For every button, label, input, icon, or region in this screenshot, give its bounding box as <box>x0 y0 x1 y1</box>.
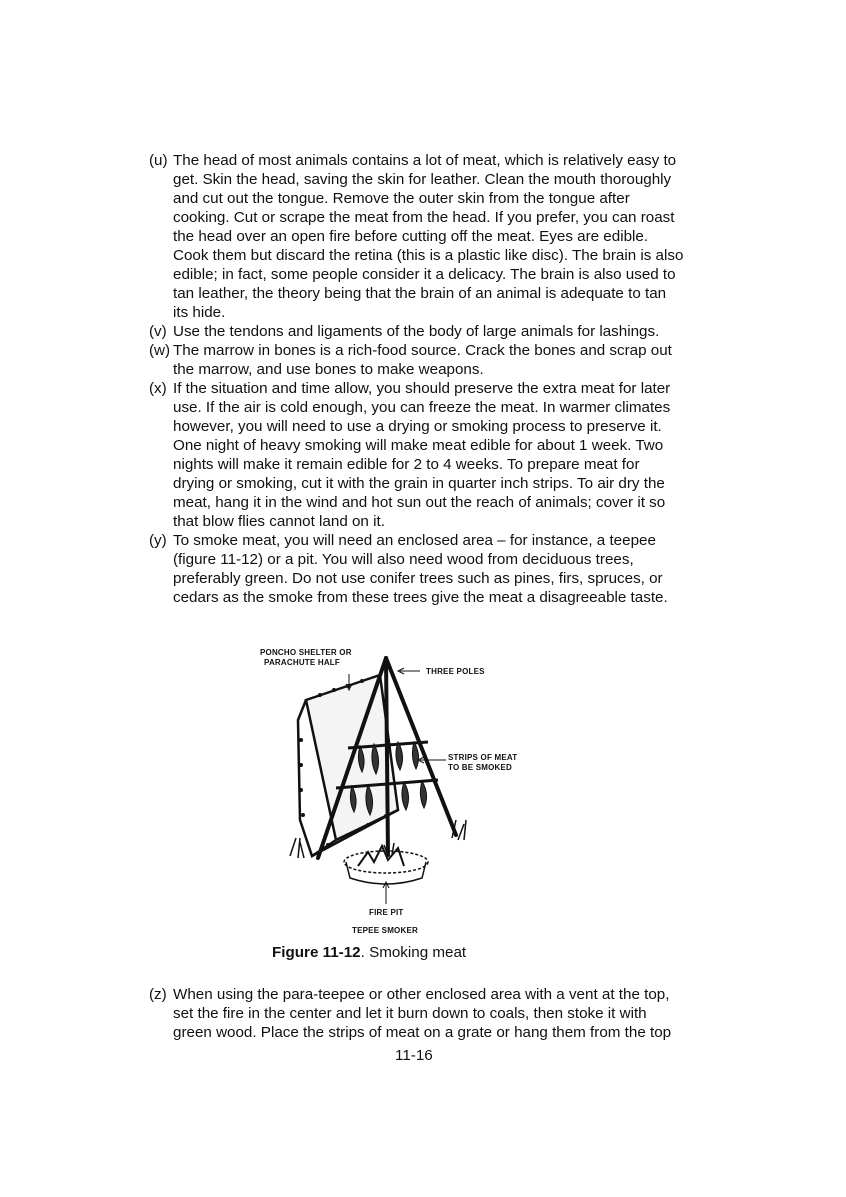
item-text <box>173 151 739 322</box>
label-three-poles: THREE POLES <box>426 667 485 676</box>
text-line: drying or smoking, cut it with the grain in quarter inch strips. To air dry the <box>173 475 665 492</box>
list-item-x <box>149 379 739 531</box>
label-strips-of-meat <box>448 753 517 773</box>
text-line: Cook them but discard the retina (this is a plastic like disc). The brain is also <box>173 247 684 264</box>
item-label: (w) <box>149 342 171 359</box>
figure-caption <box>272 944 466 961</box>
label-strips-line: TO BE SMOKED <box>448 763 513 772</box>
text-line: green wood. Place the strips of meat on a grate or hang them from the top <box>173 1024 672 1041</box>
item-label: (x) <box>149 380 167 397</box>
label-fire-pit: FIRE PIT <box>369 908 404 917</box>
list-item-y <box>149 531 739 607</box>
tepee-smoker-illustration <box>228 630 564 942</box>
text-line: cedars as the smoke from these trees give the meat a disagreeable taste. <box>173 589 668 606</box>
text-line: however, you will need to use a drying or smoking process to preserve it. <box>173 418 662 435</box>
text-line: the head over an open fire before cutting off the meat. Eyes are edible. <box>173 228 649 245</box>
text-line: nights will make it remain edible for 2 to 4 weeks. To prepare meat for <box>173 456 640 473</box>
text-line: One night of heavy smoking will make meat edible for about 1 week. Two <box>173 437 664 454</box>
text-line: When using the para-teepee or other enclosed area with a vent at the top, <box>173 986 670 1003</box>
page-number: 11-16 <box>395 1047 433 1064</box>
text-line: tan leather, the theory being that the brain of an animal is adequate to tan <box>173 285 667 302</box>
list-item-z <box>149 985 739 1042</box>
text-line: and cut out the tongue. Remove the outer skin from the tongue after <box>173 190 630 207</box>
item-text <box>173 322 739 341</box>
figure-number: Figure 11-12 <box>272 944 361 961</box>
text-line: the marrow, and use bones to make weapons. <box>173 361 484 378</box>
text-line: (figure 11-12) or a pit. You will also need wood from deciduous trees, <box>173 551 634 568</box>
text-line: meat, hang it in the wind and hot sun out the reach of animals; cover it so <box>173 494 666 511</box>
text-line: cooking. Cut or scrape the meat from the head. If you prefer, you can roast <box>173 209 675 226</box>
label-tepee-smoker: TEPEE SMOKER <box>352 926 418 935</box>
item-label: (u) <box>149 152 168 169</box>
item-text <box>173 379 739 531</box>
text-line: get. Skin the head, saving the skin for leather. Clean the mouth thoroughly <box>173 171 672 188</box>
list-item-v <box>149 322 739 341</box>
list-item-u <box>149 151 739 322</box>
label-strips-line: STRIPS OF MEAT <box>448 753 518 762</box>
item-text <box>173 985 739 1042</box>
item-text <box>173 531 739 607</box>
text-line: The head of most animals contains a lot of meat, which is relatively easy to <box>173 152 677 169</box>
text-line: The marrow in bones is a rich-food source. Crack the bones and scrap out <box>173 342 672 359</box>
text-line: set the fire in the center and let it burn down to coals, then stoke it with <box>173 1005 647 1022</box>
label-poncho-line: PONCHO SHELTER OR <box>260 648 352 657</box>
figure-caption-text: . Smoking meat <box>360 944 467 961</box>
item-label: (v) <box>149 323 167 340</box>
label-poncho <box>260 648 352 668</box>
list-item-w <box>149 341 739 379</box>
label-poncho-line: PARACHUTE HALF <box>264 658 340 667</box>
text-line: To smoke meat, you will need an enclosed area – for instance, a teepee <box>173 532 656 549</box>
text-line: Use the tendons and ligaments of the body of large animals for lashings. <box>173 323 660 340</box>
item-label: (y) <box>149 532 167 549</box>
text-line: that blow flies cannot land on it. <box>173 513 385 530</box>
text-line: use. If the air is cold enough, you can freeze the meat. In warmer climates <box>173 399 671 416</box>
text-line: If the situation and time allow, you should preserve the extra meat for later <box>173 380 671 397</box>
text-line: its hide. <box>173 304 226 321</box>
tepee-smoker-figure <box>228 630 564 942</box>
item-text <box>173 341 739 379</box>
text-line: edible; in fact, some people consider it a delicacy. The brain is also used to <box>173 266 676 283</box>
item-label: (z) <box>149 986 167 1003</box>
text-line: preferably green. Do not use conifer trees such as pines, firs, spruces, or <box>173 570 663 587</box>
